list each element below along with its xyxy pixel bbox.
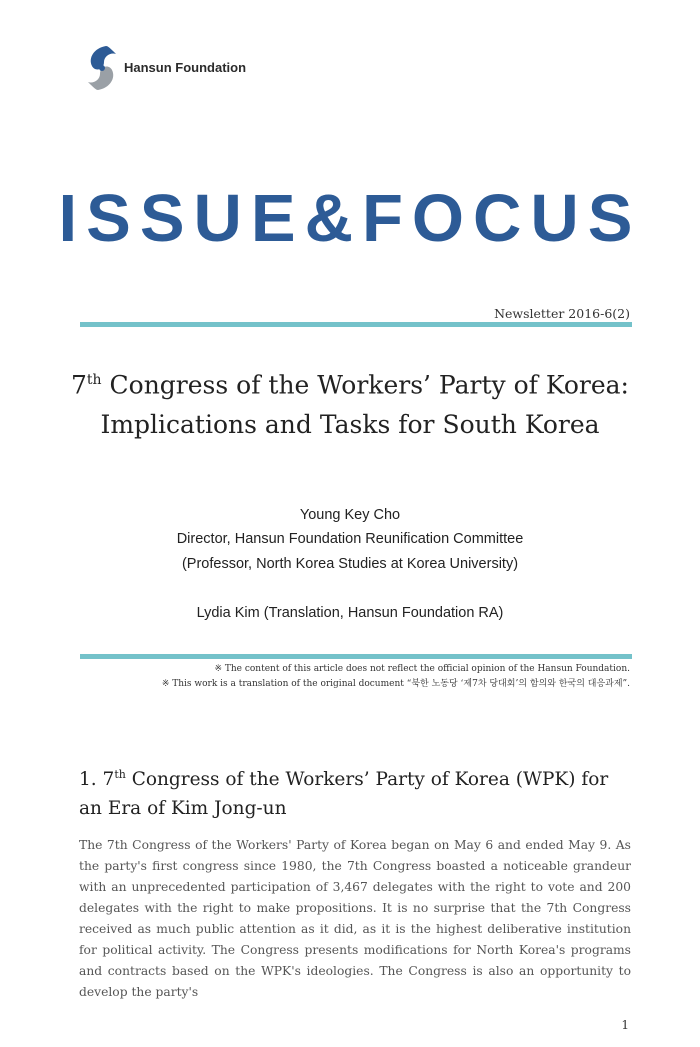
author-role: Director, Hansun Foundation Reunification Committee <box>176 531 524 547</box>
title-line-2: Implications and Tasks for South Korea <box>100 410 600 440</box>
masthead-title: ISSUE&FOCUS <box>58 181 642 256</box>
disclaimer-notes <box>162 662 630 692</box>
newsletter-id: Newsletter 2016-6(2) <box>494 306 630 321</box>
title-line-1: 7th Congress of the Workers’ Party of Korea: <box>71 370 629 400</box>
byline-divider <box>80 654 632 659</box>
section-heading: 1. 7th Congress of the Workers’ Party of Korea (WPK) for an Era of Kim Jong-un <box>79 768 609 820</box>
article-title <box>40 360 660 445</box>
author-affiliation: (Professor, North Korea Studies at Korea University) <box>181 556 519 572</box>
author-name: Young Key Cho <box>299 507 401 523</box>
org-name: Hansun Foundation <box>124 60 247 75</box>
translation-note: ※ This work is a translation of the original document “북한 노동당 ‘제7차 당대회’의 함의와 한국의 대응과제”. <box>161 679 630 689</box>
body-paragraph: The 7th Congress of the Workers' Party of Korea began on May 6 and ended May 9. As the party's first congress since 1980, the 7th Congress boasted a noticeable grandeur with an unprecedented participation of 3,467 delegates with the right to vote and 200 delegates with the right to make propositions. It is no surprise that the 7th Congress received as much public attention as it did, as it is the highest deliberative institution for political activity. The Congress presents modifications for North Korea's programs and contracts based on the WPK's ideologies. The Congress is also an opportunity to develop the party's <box>79 838 631 999</box>
translator-credit: Lydia Kim (Translation, Hansun Foundation RA) <box>196 605 504 621</box>
top-divider <box>80 322 632 327</box>
page-number: 1 <box>621 1018 629 1032</box>
disclaimer-note: ※ The content of this article does not reflect the official opinion of the Hansun Foundation. <box>214 664 630 674</box>
